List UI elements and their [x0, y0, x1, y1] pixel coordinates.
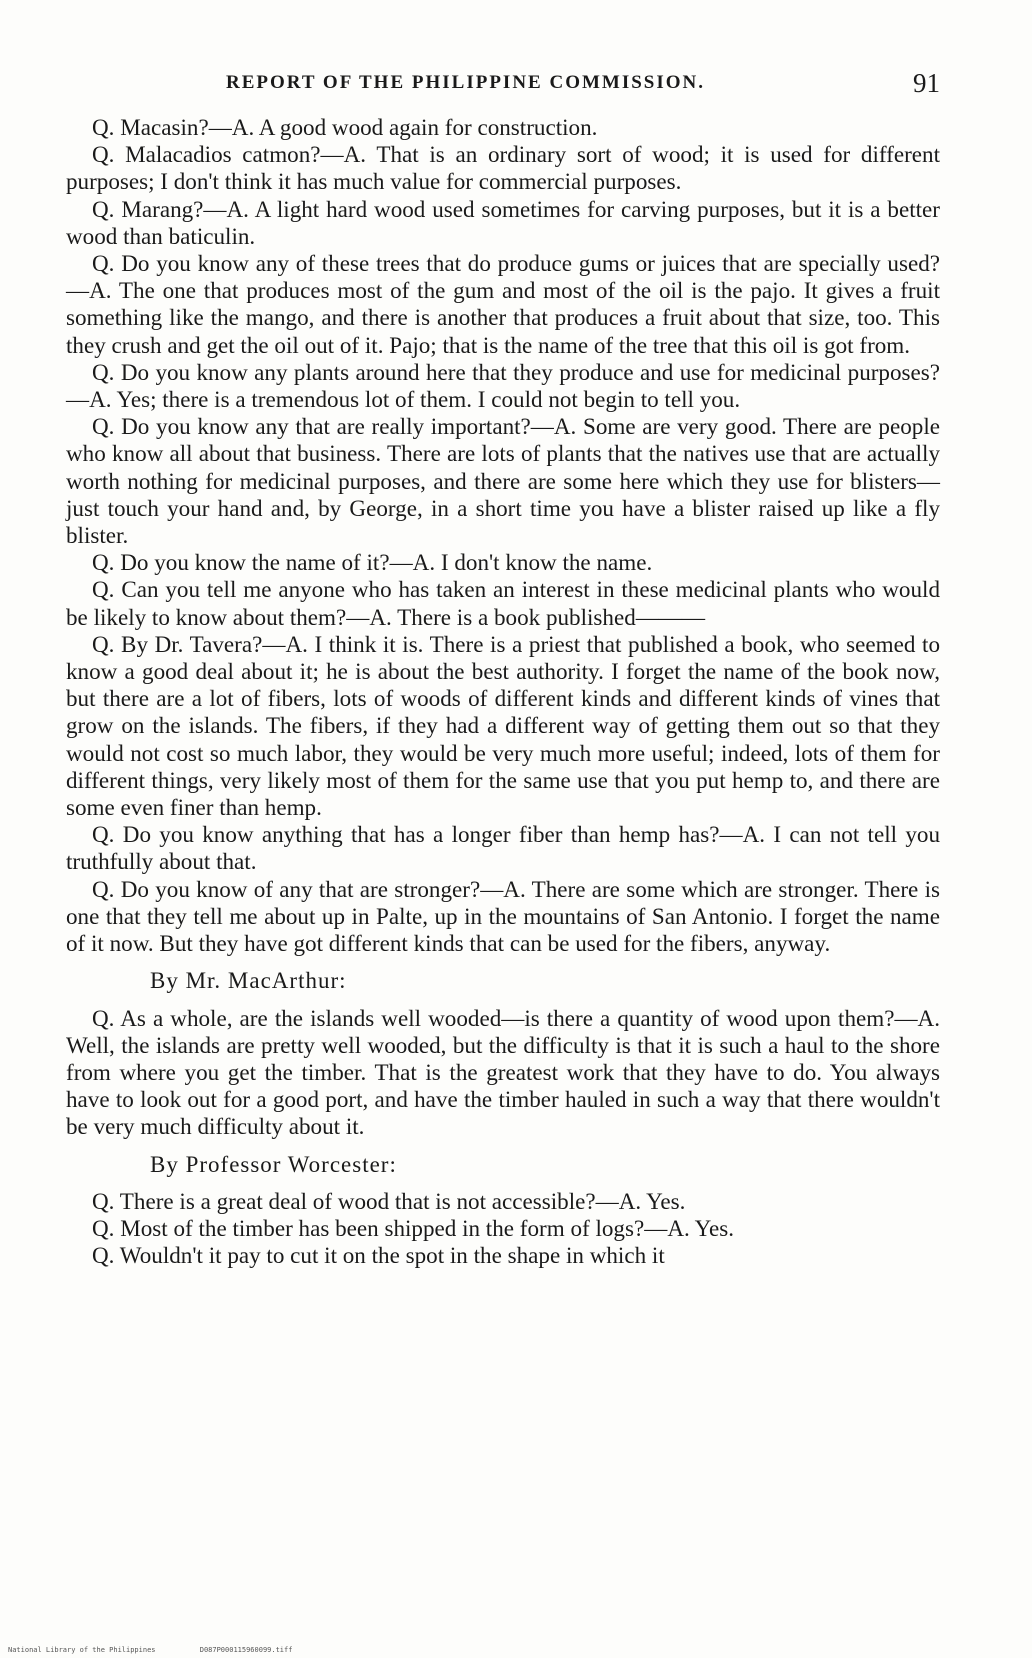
- paragraph: Q. Wouldn't it pay to cut it on the spot in the shape in which it: [92, 1242, 665, 1269]
- speaker-heading-worcester: By Professor Worcester:: [150, 1151, 397, 1177]
- paragraph: Q. Marang?—A. A light hard wood used sometimes for carving purposes, but it is a better wood than baticulin.: [66, 195, 940, 249]
- paragraph: Q. By Dr. Tavera?—A. I think it is. There is a priest that published a book, who seemed to know a good deal about it; he is about the best authority. I forget the name of the book now, but there are a lot of fibers, lots of woods of different kinds and different kinds of vines that grow on the islands. The fibers, if they had a different way of getting them out so that they would not cost so much labor, they would be very much more useful; indeed, lots of them for different things, very likely most of them for the same use that you put hemp to, and there are some even finer than hemp.: [66, 630, 940, 821]
- paragraph: Q. There is a great deal of wood that is not accessible?—A. Yes.: [92, 1187, 686, 1214]
- running-title: REPORT OF THE PHILIPPINE COMMISSION.: [226, 72, 706, 93]
- footer-file-id: D087P000115960099.tiff: [199, 1646, 293, 1654]
- paragraph: Q. Can you tell me anyone who has taken an interest in these medicinal plants who would be likely to know about them?—A. There is a book published———: [66, 576, 940, 630]
- paragraph: Q. Malacadios catmon?—A. That is an ordinary sort of wood; it is used for different purposes; I don't think it has much value for commercial purposes.: [66, 141, 940, 195]
- paragraph: Q. As a whole, are the islands well wooded—is there a quantity of wood upon them?—A. Well, the islands are pretty well wooded, but the difficulty is that it is such a haul to the shore from where you get the timber. That is the greatest work that they have to do. You always have to look out for a good port, and have the timber hauled in such a way that there wouldn't be very much difficulty about it.: [66, 1004, 940, 1140]
- paragraph: Q. Most of the timber has been shipped in the form of logs?—A. Yes.: [92, 1214, 735, 1241]
- page-number: 91: [913, 68, 940, 98]
- paragraph: Q. Do you know of any that are stronger?—A. There are some which are stronger. There is one that they tell me about up in Palte, up in the mountains of San Antonio. I forget the name of it now. But they have got different kinds that can be used for the fibers, anyway.: [66, 875, 940, 957]
- scan-footer: [8, 1646, 292, 1654]
- paragraph: Q. Macasin?—A. A good wood again for construction.: [92, 114, 598, 140]
- running-head: [66, 68, 940, 102]
- paragraph: Q. Do you know any plants around here that they produce and use for medicinal purposes?—A. Yes; there is a tremendous lot of them. I could not begin to tell you.: [66, 358, 940, 413]
- speaker-heading-macarthur: By Mr. MacArthur:: [150, 968, 347, 994]
- paragraph: Q. Do you know anything that has a longer fiber than hemp has?—A. I can not tell you truthfully about that.: [66, 821, 940, 875]
- paragraph: Q. Do you know any that are really important?—A. Some are very good. There are people who know all about that business. There are lots of plants that the natives use that are actually worth nothing for medicinal purposes, and there are some here which they use for blisters—just touch your hand and, by George, in a short time you have a blister raised up like a fly blister.: [66, 413, 940, 549]
- paragraph: Q. Do you know the name of it?—A. I don't know the name.: [92, 549, 653, 576]
- paragraph: Q. Do you know any of these trees that do produce gums or juices that are specially used?—A. The one that produces most of the gum and most of the oil is the pajo. It gives a fruit something like the mango, and there is another that produces a fruit about that size, too. This they crush and get the oil out of it. Pajo; that is the name of the tree that this oil is got from.: [66, 250, 940, 358]
- footer-library: National Library of the Philippines: [8, 1646, 156, 1654]
- body-text: [66, 114, 940, 1269]
